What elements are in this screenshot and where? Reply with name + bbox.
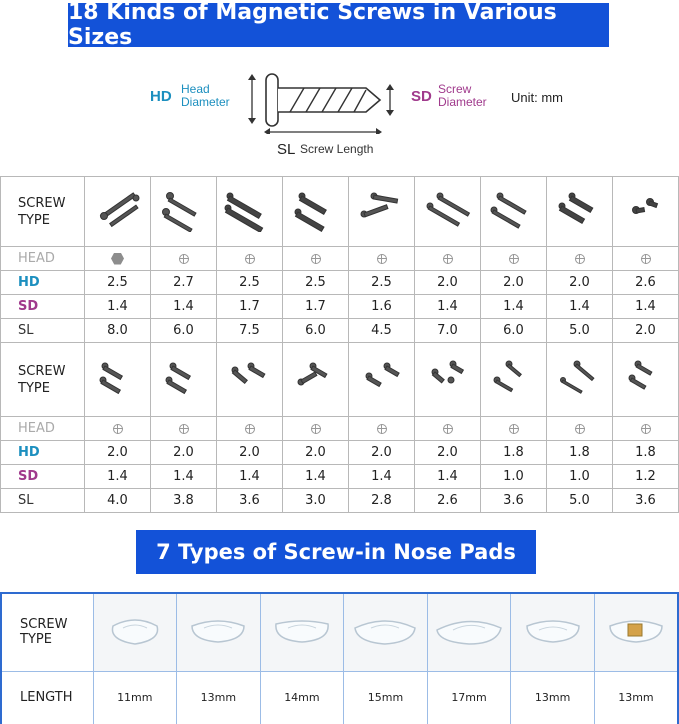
sl-value: 6.0 [151, 319, 217, 343]
row-label-hd: HD [1, 441, 85, 465]
sd-value: 1.2 [613, 465, 679, 489]
phillips-icon [217, 417, 283, 441]
screw-spec-table [0, 176, 679, 513]
phillips-icon [283, 417, 349, 441]
hd-value: 2.0 [415, 441, 481, 465]
row-label-screw-type: SCREW TYPE [1, 593, 93, 671]
pad-length-value: 14mm [260, 671, 344, 724]
hd-value: 2.5 [217, 271, 283, 295]
sd-value: 1.4 [151, 465, 217, 489]
pad-length-value: 11mm [93, 671, 177, 724]
screw-image [151, 343, 217, 417]
phillips-icon [481, 247, 547, 271]
head-row-top [1, 247, 679, 271]
hd-value: 2.5 [85, 271, 151, 295]
nose-pad-image [93, 593, 177, 671]
hd-value: 2.0 [547, 271, 613, 295]
sd-row-bottom [1, 465, 679, 489]
sl-value: 3.6 [481, 489, 547, 513]
row-label-sd: SD [1, 465, 85, 489]
hd-value: 2.6 [613, 271, 679, 295]
screw-image [151, 177, 217, 247]
sd-value: 1.4 [85, 465, 151, 489]
screw-image [613, 343, 679, 417]
screw-image [283, 343, 349, 417]
sl-value: 2.0 [613, 319, 679, 343]
phillips-icon [349, 417, 415, 441]
head-row-bottom [1, 417, 679, 441]
hd-value: 1.8 [613, 441, 679, 465]
screw-type-row-bottom [1, 343, 679, 417]
nose-pad-image [344, 593, 428, 671]
screw-image [349, 177, 415, 247]
phillips-icon [151, 247, 217, 271]
hd-value: 2.0 [349, 441, 415, 465]
sd-value: 1.4 [613, 295, 679, 319]
unit-label: Unit: mm [511, 90, 563, 105]
phillips-icon [547, 247, 613, 271]
sl-value: 2.8 [349, 489, 415, 513]
phillips-icon [613, 417, 679, 441]
sd-value: 1.0 [547, 465, 613, 489]
hd-value: 2.5 [283, 271, 349, 295]
sl-value: 5.0 [547, 489, 613, 513]
hd-value: 1.8 [547, 441, 613, 465]
nose-pad-image [511, 593, 595, 671]
sd-value: 1.7 [217, 295, 283, 319]
sd-value: 1.4 [481, 295, 547, 319]
screw-image [217, 343, 283, 417]
row-label-screw-type: SCREW TYPE [1, 177, 85, 247]
hd-value: 2.0 [283, 441, 349, 465]
hd-row-bottom [1, 441, 679, 465]
row-label-sl: SL [1, 319, 85, 343]
pad-length-value: 13mm [177, 671, 261, 724]
hd-text: Head Diameter [181, 82, 230, 109]
screw-image [283, 177, 349, 247]
phillips-icon [415, 417, 481, 441]
row-label-length: LENGTH [1, 671, 93, 724]
sl-value: 2.6 [415, 489, 481, 513]
screw-image [481, 343, 547, 417]
pad-length-value: 17mm [427, 671, 511, 724]
pad-type-row [1, 593, 678, 671]
row-label-head: HEAD [1, 247, 85, 271]
nose-pad-image [594, 593, 678, 671]
screw-image [85, 177, 151, 247]
sl-value: 5.0 [547, 319, 613, 343]
hd-value: 2.5 [349, 271, 415, 295]
hd-value: 2.0 [481, 271, 547, 295]
hd-value: 2.7 [151, 271, 217, 295]
title-banner-screws: 18 Kinds of Magnetic Screws in Various Sizes [68, 3, 609, 47]
hd-value: 2.0 [151, 441, 217, 465]
sl-row-top [1, 319, 679, 343]
screw-image [85, 343, 151, 417]
screw-diagram-icon [238, 66, 398, 134]
sl-value: 6.0 [481, 319, 547, 343]
phillips-icon [85, 417, 151, 441]
phillips-icon [217, 247, 283, 271]
sd-value: 1.6 [349, 295, 415, 319]
phillips-icon [415, 247, 481, 271]
sl-value: 3.6 [613, 489, 679, 513]
phillips-icon [283, 247, 349, 271]
sl-value: 3.0 [283, 489, 349, 513]
sd-value: 1.0 [481, 465, 547, 489]
pad-length-value: 13mm [594, 671, 678, 724]
sd-row-top [1, 295, 679, 319]
row-label-screw-type: SCREW TYPE [1, 343, 85, 417]
nose-pad-image [177, 593, 261, 671]
sl-value: 4.0 [85, 489, 151, 513]
row-label-head: HEAD [1, 417, 85, 441]
hd-value: 2.0 [415, 271, 481, 295]
sd-value: 1.4 [415, 465, 481, 489]
screw-image [415, 177, 481, 247]
hd-value: 1.8 [481, 441, 547, 465]
pad-length-row [1, 671, 678, 724]
sd-value: 1.4 [283, 465, 349, 489]
hd-row-top [1, 271, 679, 295]
sl-row-bottom [1, 489, 679, 513]
hd-value: 2.0 [85, 441, 151, 465]
nose-pad-image [260, 593, 344, 671]
screw-image [613, 177, 679, 247]
sl-value: 4.5 [349, 319, 415, 343]
screw-dimension-legend [0, 62, 679, 162]
nose-pad-table [0, 592, 679, 724]
sd-value: 1.4 [85, 295, 151, 319]
sl-value: 8.0 [85, 319, 151, 343]
phillips-icon [349, 247, 415, 271]
nose-pad-image [427, 593, 511, 671]
pad-length-value: 13mm [511, 671, 595, 724]
row-label-sl: SL [1, 489, 85, 513]
sd-value: 1.4 [349, 465, 415, 489]
phillips-icon [613, 247, 679, 271]
sd-abbr: SD [411, 88, 432, 105]
sl-value: 3.8 [151, 489, 217, 513]
sd-value: 1.7 [283, 295, 349, 319]
sd-value: 1.4 [151, 295, 217, 319]
sl-value: 6.0 [283, 319, 349, 343]
sl-value: 7.0 [415, 319, 481, 343]
screw-image [217, 177, 283, 247]
title-banner-nose-pads: 7 Types of Screw-in Nose Pads [136, 530, 536, 574]
sd-value: 1.4 [415, 295, 481, 319]
sl-text: Screw Length [300, 142, 374, 156]
phillips-icon [481, 417, 547, 441]
phillips-icon [547, 417, 613, 441]
screw-image [547, 343, 613, 417]
row-label-hd: HD [1, 271, 85, 295]
screw-image [481, 177, 547, 247]
screw-type-row-top [1, 177, 679, 247]
hex-socket-icon [85, 247, 151, 271]
screw-image [349, 343, 415, 417]
screw-image [415, 343, 481, 417]
sl-value: 3.6 [217, 489, 283, 513]
screw-image [547, 177, 613, 247]
pad-length-value: 15mm [344, 671, 428, 724]
sl-abbr: SL [277, 141, 296, 158]
sd-value: 1.4 [217, 465, 283, 489]
hd-abbr: HD [150, 88, 172, 105]
row-label-sd: SD [1, 295, 85, 319]
sd-text: Screw Diameter [438, 82, 487, 109]
sd-value: 1.4 [547, 295, 613, 319]
phillips-icon [151, 417, 217, 441]
hd-value: 2.0 [217, 441, 283, 465]
sl-value: 7.5 [217, 319, 283, 343]
